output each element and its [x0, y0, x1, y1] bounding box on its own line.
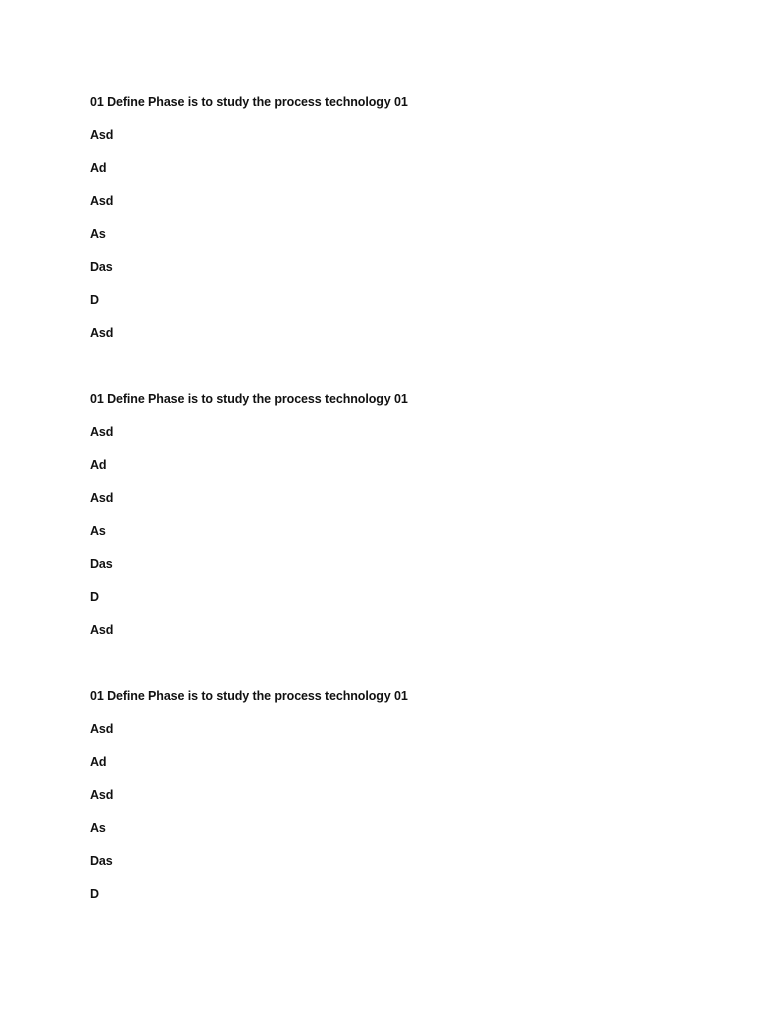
section-1 — [90, 92, 690, 356]
text-line: D — [90, 590, 99, 604]
text-line: Asd — [90, 722, 114, 736]
text-line: Das — [90, 260, 113, 274]
section-heading: 01 Define Phase is to study the process technology 01 — [90, 392, 408, 406]
section-heading: 01 Define Phase is to study the process technology 01 — [90, 95, 408, 109]
text-line: Asd — [90, 623, 114, 637]
text-line: Asd — [90, 491, 114, 505]
text-line: Ad — [90, 161, 107, 175]
text-line: As — [90, 524, 106, 538]
document-content — [90, 92, 690, 917]
text-line: Asd — [90, 194, 114, 208]
text-line: Das — [90, 854, 113, 868]
text-line: As — [90, 227, 106, 241]
text-line: D — [90, 293, 99, 307]
text-line: Ad — [90, 458, 107, 472]
text-line: Asd — [90, 425, 114, 439]
section-2 — [90, 389, 690, 653]
text-line: Das — [90, 557, 113, 571]
text-line: D — [90, 887, 99, 901]
section-heading: 01 Define Phase is to study the process technology 01 — [90, 689, 408, 703]
text-line: Asd — [90, 128, 114, 142]
text-line: Ad — [90, 755, 107, 769]
text-line: Asd — [90, 326, 114, 340]
text-line: Asd — [90, 788, 114, 802]
section-3 — [90, 686, 690, 917]
text-line: As — [90, 821, 106, 835]
